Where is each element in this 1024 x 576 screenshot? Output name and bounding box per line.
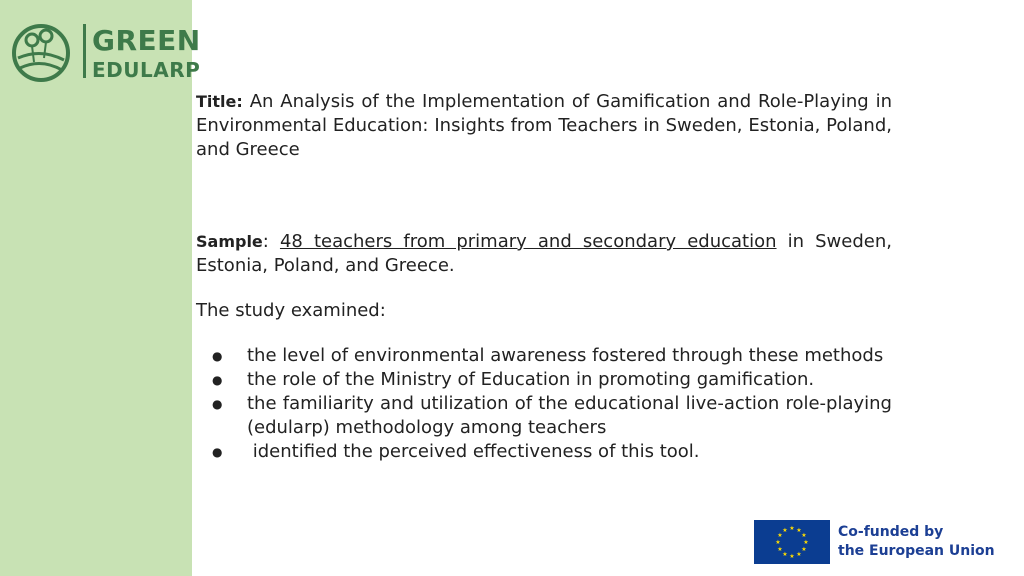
list-item-text: the familiarity and utilization of the educational live-action role-playing (edularp) methodology among teachers xyxy=(247,393,892,438)
logo-emblem-icon xyxy=(10,22,76,84)
sample-paragraph xyxy=(196,230,892,278)
list-item-text: the role of the Ministry of Education in promoting gamification. xyxy=(247,369,815,390)
bullet-icon: ● xyxy=(212,397,223,411)
svg-text:★: ★ xyxy=(789,553,795,560)
title-text: An Analysis of the Implementation of Gamification and Role-Playing in Environmental Education: Insights from Teachers in Sweden, Estonia, Poland, and Greece xyxy=(196,91,892,160)
svg-text:★: ★ xyxy=(801,546,807,553)
logo-text-green: GREEN xyxy=(92,24,201,57)
study-intro: The study examined: xyxy=(196,300,386,321)
eu-funding-badge xyxy=(754,518,1004,564)
study-bullet-list xyxy=(196,344,892,464)
svg-text:★: ★ xyxy=(803,539,809,546)
bullet-icon: ● xyxy=(212,373,223,387)
eu-flag-icon xyxy=(754,520,830,564)
svg-text:★: ★ xyxy=(775,539,781,546)
green-edularp-logo xyxy=(10,22,201,84)
sidebar-panel xyxy=(0,0,201,576)
svg-text:★: ★ xyxy=(801,532,807,539)
list-item xyxy=(196,344,892,368)
sample-separator: : xyxy=(262,231,269,252)
title-label: Title: xyxy=(196,92,243,111)
list-item-text: identified the perceived effectiveness of this tool. xyxy=(247,441,700,462)
svg-text:★: ★ xyxy=(796,527,802,534)
list-item xyxy=(196,440,892,464)
logo-divider xyxy=(83,24,86,78)
list-item-text: the level of environmental awareness fostered through these methods xyxy=(247,345,884,366)
sample-rest-text: in Sweden, Estonia, Poland, and Greece. xyxy=(196,231,892,276)
svg-text:★: ★ xyxy=(782,527,788,534)
svg-text:★: ★ xyxy=(789,525,795,532)
svg-text:★: ★ xyxy=(777,532,783,539)
list-item xyxy=(196,368,892,392)
svg-text:★: ★ xyxy=(796,551,802,558)
eu-text-line1: Co-funded by xyxy=(838,524,944,540)
logo-text-edularp: EDULARP xyxy=(92,58,201,82)
sample-label: Sample xyxy=(196,232,263,251)
sample-underlined-text: 48 teachers from primary and secondary education xyxy=(279,231,777,252)
svg-text:★: ★ xyxy=(777,546,783,553)
bullet-icon: ● xyxy=(212,445,223,459)
eu-funding-text xyxy=(838,523,995,561)
bullet-icon: ● xyxy=(212,349,223,363)
eu-text-line2: the European Union xyxy=(838,543,995,559)
title-paragraph xyxy=(196,90,892,162)
svg-text:★: ★ xyxy=(782,551,788,558)
list-item xyxy=(196,392,892,440)
